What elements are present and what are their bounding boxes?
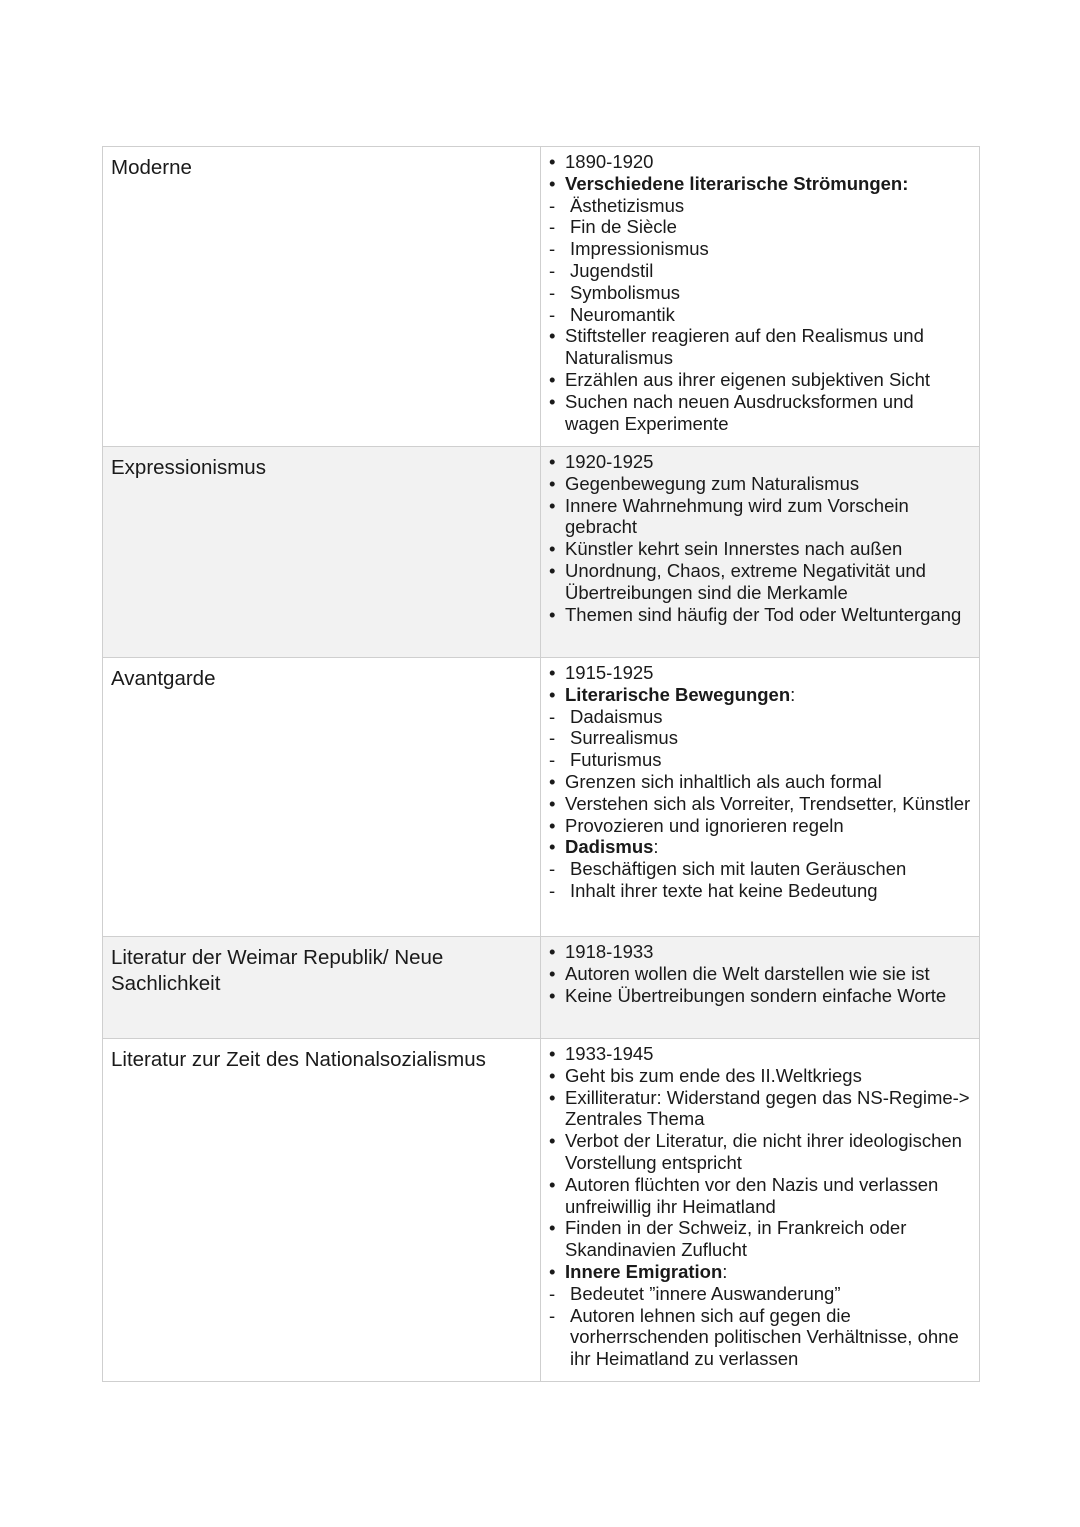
point-text xyxy=(565,985,973,1007)
table-row xyxy=(103,1039,980,1382)
dash-marker: - xyxy=(549,238,556,260)
point-label: Dadaismus xyxy=(570,705,663,727)
dash-marker: - xyxy=(549,303,556,325)
bullet-point xyxy=(549,325,973,369)
point-label: Themen sind häufig der Tod oder Weltuntergang xyxy=(565,603,962,625)
bullet-point xyxy=(549,391,973,435)
epoch-points xyxy=(541,147,979,438)
point-text xyxy=(570,238,973,260)
dash-marker: - xyxy=(549,749,556,771)
epoch-name-cell xyxy=(103,937,541,1039)
point-label: Unordnung, Chaos, extreme Negativität und Übertreibungen sind die Merkamle xyxy=(565,559,926,603)
table-row xyxy=(103,147,980,447)
point-label: Verschiedene literarische Strömungen: xyxy=(565,172,909,194)
point-suffix: : xyxy=(653,836,659,858)
bullet-point xyxy=(549,1087,973,1131)
epoch-details-cell xyxy=(541,447,980,658)
point-label: Symbolismus xyxy=(570,281,680,303)
point-text xyxy=(565,1174,973,1218)
point-label: Bedeutet ”innere Auswanderung” xyxy=(570,1282,841,1304)
sub-point xyxy=(549,282,973,304)
sub-point xyxy=(549,858,973,880)
bullet-marker: • xyxy=(549,603,556,625)
bullet-point xyxy=(549,771,973,793)
epoch-name: Literatur der Weimar Republik/ Neue Sachlichkeit xyxy=(111,946,444,995)
epoch-details-cell xyxy=(541,1039,980,1382)
bullet-point xyxy=(549,963,973,985)
point-text xyxy=(565,963,973,985)
point-text xyxy=(565,391,973,435)
sub-point xyxy=(549,1283,973,1305)
bullet-marker: • xyxy=(549,814,556,836)
epoch-name-cell xyxy=(103,658,541,937)
epoch-name: Moderne xyxy=(111,156,192,179)
bullet-point xyxy=(549,451,973,473)
sub-point xyxy=(549,260,973,282)
point-label: Erzählen aus ihrer eigenen subjektiven Sicht xyxy=(565,368,931,390)
point-text xyxy=(570,880,973,902)
bullet-marker: • xyxy=(549,662,556,683)
point-text xyxy=(570,1283,973,1305)
point-text xyxy=(565,793,973,815)
point-label: Verbot der Literatur, die nicht ihrer ideologischen Vorstellung entspricht xyxy=(565,1130,962,1173)
bullet-point xyxy=(549,793,973,815)
point-text xyxy=(565,173,973,195)
sub-point xyxy=(549,195,973,217)
bullet-marker: • xyxy=(549,472,556,494)
epoch-details-cell xyxy=(541,937,980,1039)
bullet-point xyxy=(549,1065,973,1087)
bullet-point xyxy=(549,369,973,391)
point-text xyxy=(570,304,973,326)
bullet-marker: • xyxy=(549,1217,556,1239)
point-text xyxy=(565,1217,973,1261)
point-text xyxy=(570,706,973,728)
bullet-point xyxy=(549,495,973,539)
point-label: 1890-1920 xyxy=(565,151,654,172)
sub-point xyxy=(549,749,973,771)
sub-point xyxy=(549,706,973,728)
bullet-marker: • xyxy=(549,451,556,472)
point-text xyxy=(565,151,973,173)
point-label: Verstehen sich als Vorreiter, Trendsetter, Künstler xyxy=(565,792,971,814)
point-text xyxy=(565,560,973,604)
point-label: Grenzen sich inhaltlich als auch formal xyxy=(565,770,882,792)
epoch-name: Literatur zur Zeit des Nationalsozialismus xyxy=(111,1048,486,1071)
bullet-point xyxy=(549,1261,973,1283)
bullet-marker: • xyxy=(549,962,556,984)
dash-marker: - xyxy=(549,259,556,281)
bullet-point xyxy=(549,473,973,495)
epoch-table xyxy=(102,146,980,1382)
point-label: Literarische Bewegungen xyxy=(565,683,791,705)
bullet-marker: • xyxy=(549,1260,556,1282)
point-label: Beschäftigen sich mit lauten Geräuschen xyxy=(570,858,907,880)
point-text xyxy=(565,815,973,837)
point-suffix: : xyxy=(790,683,796,705)
point-text xyxy=(570,195,973,217)
point-text xyxy=(565,495,973,539)
bullet-point xyxy=(549,1130,973,1174)
epoch-details-cell xyxy=(541,147,980,447)
point-label: Autoren lehnen sich auf gegen die vorherrschenden politischen Verhältnisse, ohne ihr Heimatland zu verlassen xyxy=(570,1304,959,1370)
point-text xyxy=(565,1065,973,1087)
point-text xyxy=(565,1087,973,1131)
sub-point xyxy=(549,304,973,326)
dash-marker: - xyxy=(549,705,556,727)
bullet-marker: • xyxy=(549,559,556,581)
point-label: Dadismus xyxy=(565,836,654,858)
point-text xyxy=(565,662,973,684)
epoch-details-cell xyxy=(541,658,980,937)
epoch-points xyxy=(541,658,979,906)
bullet-marker: • xyxy=(549,770,556,792)
point-label: Exilliteratur: Widerstand gegen das NS-Regime-> Zentrales Thema xyxy=(565,1086,970,1130)
point-text xyxy=(570,727,973,749)
point-suffix: : xyxy=(722,1260,728,1282)
bullet-marker: • xyxy=(549,172,556,194)
point-text xyxy=(565,1043,973,1065)
sub-point xyxy=(549,880,973,902)
point-label: Innere Wahrnehmung wird zum Vorschein gebracht xyxy=(565,494,909,538)
bullet-marker: • xyxy=(549,941,556,962)
bullet-marker: • xyxy=(549,1173,556,1195)
point-label: Autoren wollen die Welt darstellen wie sie ist xyxy=(565,962,930,984)
bullet-marker: • xyxy=(549,368,556,390)
point-text xyxy=(565,1261,973,1283)
bullet-point xyxy=(549,560,973,604)
point-text xyxy=(565,684,973,706)
point-text xyxy=(570,282,973,304)
bullet-marker: • xyxy=(549,1130,556,1152)
dash-marker: - xyxy=(549,281,556,303)
point-text xyxy=(570,858,973,880)
sub-point xyxy=(549,727,973,749)
bullet-point xyxy=(549,836,973,858)
bullet-marker: • xyxy=(549,538,556,560)
bullet-marker: • xyxy=(549,984,556,1006)
bullet-marker: • xyxy=(549,792,556,814)
dash-marker: - xyxy=(549,216,556,238)
bullet-point xyxy=(549,985,973,1007)
bullet-point xyxy=(549,1217,973,1261)
point-label: Gegenbewegung zum Naturalismus xyxy=(565,472,860,494)
bullet-marker: • xyxy=(549,1043,556,1064)
point-label: Keine Übertreibungen sondern einfache Worte xyxy=(565,984,947,1006)
table-row xyxy=(103,658,980,937)
point-text xyxy=(570,1305,973,1370)
point-text xyxy=(570,216,973,238)
point-label: Provozieren und ignorieren regeln xyxy=(565,814,844,836)
point-label: Neuromantik xyxy=(570,303,675,325)
point-label: Impressionismus xyxy=(570,238,709,260)
point-label: 1933-1945 xyxy=(565,1043,654,1064)
epoch-name-cell xyxy=(103,1039,541,1382)
bullet-marker: • xyxy=(549,1086,556,1108)
dash-marker: - xyxy=(549,727,556,749)
point-label: Geht bis zum ende des II.Weltkriegs xyxy=(565,1064,862,1086)
dash-marker: - xyxy=(549,1282,556,1304)
bullet-point xyxy=(549,1174,973,1218)
point-text xyxy=(565,771,973,793)
bullet-marker: • xyxy=(549,836,556,858)
bullet-marker: • xyxy=(549,1064,556,1086)
point-label: Surrealismus xyxy=(570,727,678,749)
point-label: Autoren flüchten vor den Nazis und verlassen unfreiwillig ihr Heimatland xyxy=(565,1173,939,1217)
point-label: Suchen nach neuen Ausdrucksformen und wagen Experimente xyxy=(565,390,914,434)
bullet-marker: • xyxy=(549,494,556,516)
dash-marker: - xyxy=(549,194,556,216)
epoch-name-cell xyxy=(103,447,541,658)
sub-point xyxy=(549,238,973,260)
point-text xyxy=(565,538,973,560)
point-label: Inhalt ihrer texte hat keine Bedeutung xyxy=(570,879,878,901)
bullet-point xyxy=(549,684,973,706)
point-text xyxy=(565,836,973,858)
point-label: Jugendstil xyxy=(570,259,654,281)
point-label: Ästhetizismus xyxy=(570,194,685,216)
sub-point xyxy=(549,216,973,238)
point-text xyxy=(565,369,973,391)
point-text xyxy=(565,1130,973,1174)
bullet-point xyxy=(549,604,973,626)
sub-point xyxy=(549,1305,973,1370)
epoch-points xyxy=(541,937,979,1010)
point-label: Künstler kehrt sein Innerstes nach außen xyxy=(565,538,903,560)
bullet-point xyxy=(549,151,973,173)
point-label: Futurismus xyxy=(570,749,662,771)
bullet-point xyxy=(549,941,973,963)
point-label: 1918-1933 xyxy=(565,941,654,962)
bullet-point xyxy=(549,173,973,195)
epoch-name: Avantgarde xyxy=(111,667,216,690)
point-text xyxy=(570,749,973,771)
bullet-marker: • xyxy=(549,390,556,412)
bullet-point xyxy=(549,815,973,837)
bullet-point xyxy=(549,662,973,684)
point-text xyxy=(570,260,973,282)
point-text xyxy=(565,473,973,495)
bullet-point xyxy=(549,1043,973,1065)
point-label: 1920-1925 xyxy=(565,451,654,472)
bullet-marker: • xyxy=(549,151,556,172)
epoch-points xyxy=(541,1039,979,1374)
table-row xyxy=(103,447,980,658)
table-row xyxy=(103,937,980,1039)
bullet-point xyxy=(549,538,973,560)
dash-marker: - xyxy=(549,879,556,901)
bullet-marker: • xyxy=(549,325,556,347)
epoch-points xyxy=(541,447,979,629)
epoch-name-cell xyxy=(103,147,541,447)
point-label: Innere Emigration xyxy=(565,1260,723,1282)
dash-marker: - xyxy=(549,858,556,880)
point-text xyxy=(565,325,973,369)
epoch-name: Expressionismus xyxy=(111,456,266,479)
dash-marker: - xyxy=(549,1304,556,1326)
point-text xyxy=(565,451,973,473)
point-label: 1915-1925 xyxy=(565,662,654,683)
point-label: Finden in der Schweiz, in Frankreich oder Skandinavien Zuflucht xyxy=(565,1217,907,1261)
point-text xyxy=(565,941,973,963)
point-label: Stiftsteller reagieren auf den Realismus und Naturalismus xyxy=(565,325,924,369)
point-label: Fin de Siècle xyxy=(570,216,677,238)
point-text xyxy=(565,604,973,626)
bullet-marker: • xyxy=(549,683,556,705)
